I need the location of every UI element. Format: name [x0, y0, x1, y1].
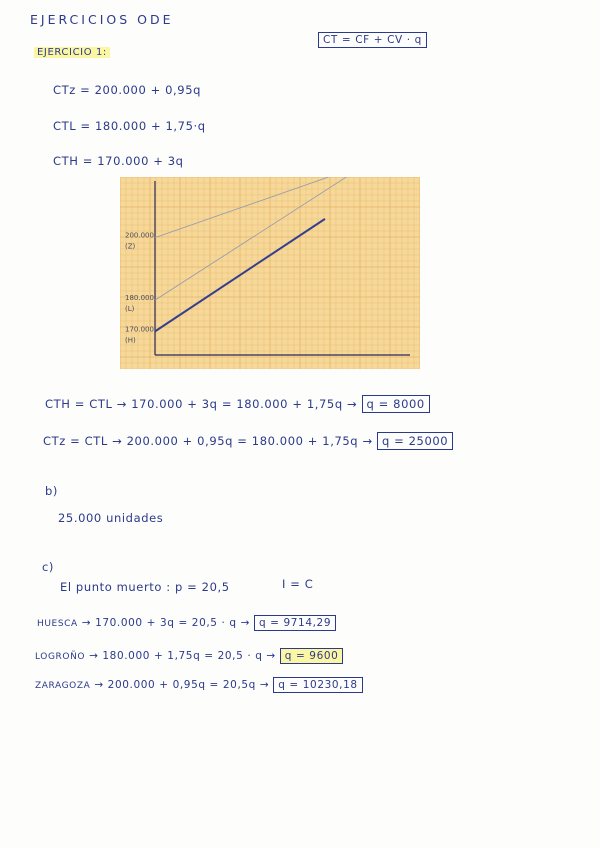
y-tick-label: (Z): [125, 242, 136, 251]
city-huesca: HUESCA: [37, 619, 78, 629]
exercise-label: EJERCICIO 1:: [34, 47, 110, 58]
equation-huesca: → 170.000 + 3q = 20,5 · q →: [81, 617, 250, 629]
part-c-label: c): [42, 560, 55, 574]
chart-svg: [120, 177, 420, 369]
equation-z: CTz = 200.000 + 0,95q: [53, 83, 202, 97]
row-zaragoza: [35, 679, 363, 691]
equation-h: CTH = 170.000 + 3q: [53, 154, 184, 168]
break-even-intro: El punto muerto : p = 20,5: [60, 580, 230, 594]
part-a-line1: [45, 397, 430, 411]
part-a-line1-equation: CTH = CTL → 170.000 + 3q = 180.000 + 1,75q →: [45, 397, 358, 411]
result-logrono: q = 9600: [280, 648, 344, 664]
city-zaragoza: ZARAGOZA: [35, 681, 91, 691]
result-huesca: q = 9714,29: [254, 615, 336, 631]
part-b-answer: 25.000 unidades: [58, 511, 164, 525]
city-logrono: LOGROÑO: [35, 652, 86, 662]
y-tick-label: (L): [125, 305, 135, 314]
break-even-condition: I = C: [282, 577, 314, 591]
row-huesca: [37, 617, 336, 629]
result-zaragoza: q = 10230,18: [273, 677, 362, 693]
equation-logrono: → 180.000 + 1,75q = 20,5 · q →: [89, 650, 276, 662]
page-title: EJERCICIOS ODE: [30, 12, 174, 27]
y-tick-label: (H): [125, 336, 136, 345]
y-tick-label: 180.000: [125, 294, 154, 303]
part-a-line2-result: q = 25000: [377, 432, 453, 450]
y-tick-label: 200.000: [125, 231, 154, 240]
equation-zaragoza: → 200.000 + 0,95q = 20,5q →: [94, 679, 270, 691]
equation-l: CTL = 180.000 + 1,75·q: [53, 119, 206, 133]
part-a-line2: [43, 434, 453, 448]
cost-formula-box: CT = CF + CV · q: [318, 32, 427, 48]
part-b-label: b): [45, 484, 58, 498]
row-logrono: [35, 650, 343, 662]
y-tick-label: 170.000: [125, 325, 154, 334]
part-a-line2-equation: CTz = CTL → 200.000 + 0,95q = 180.000 + 1,75q →: [43, 434, 373, 448]
cost-chart: [120, 177, 420, 369]
part-a-line1-result: q = 8000: [362, 395, 430, 413]
